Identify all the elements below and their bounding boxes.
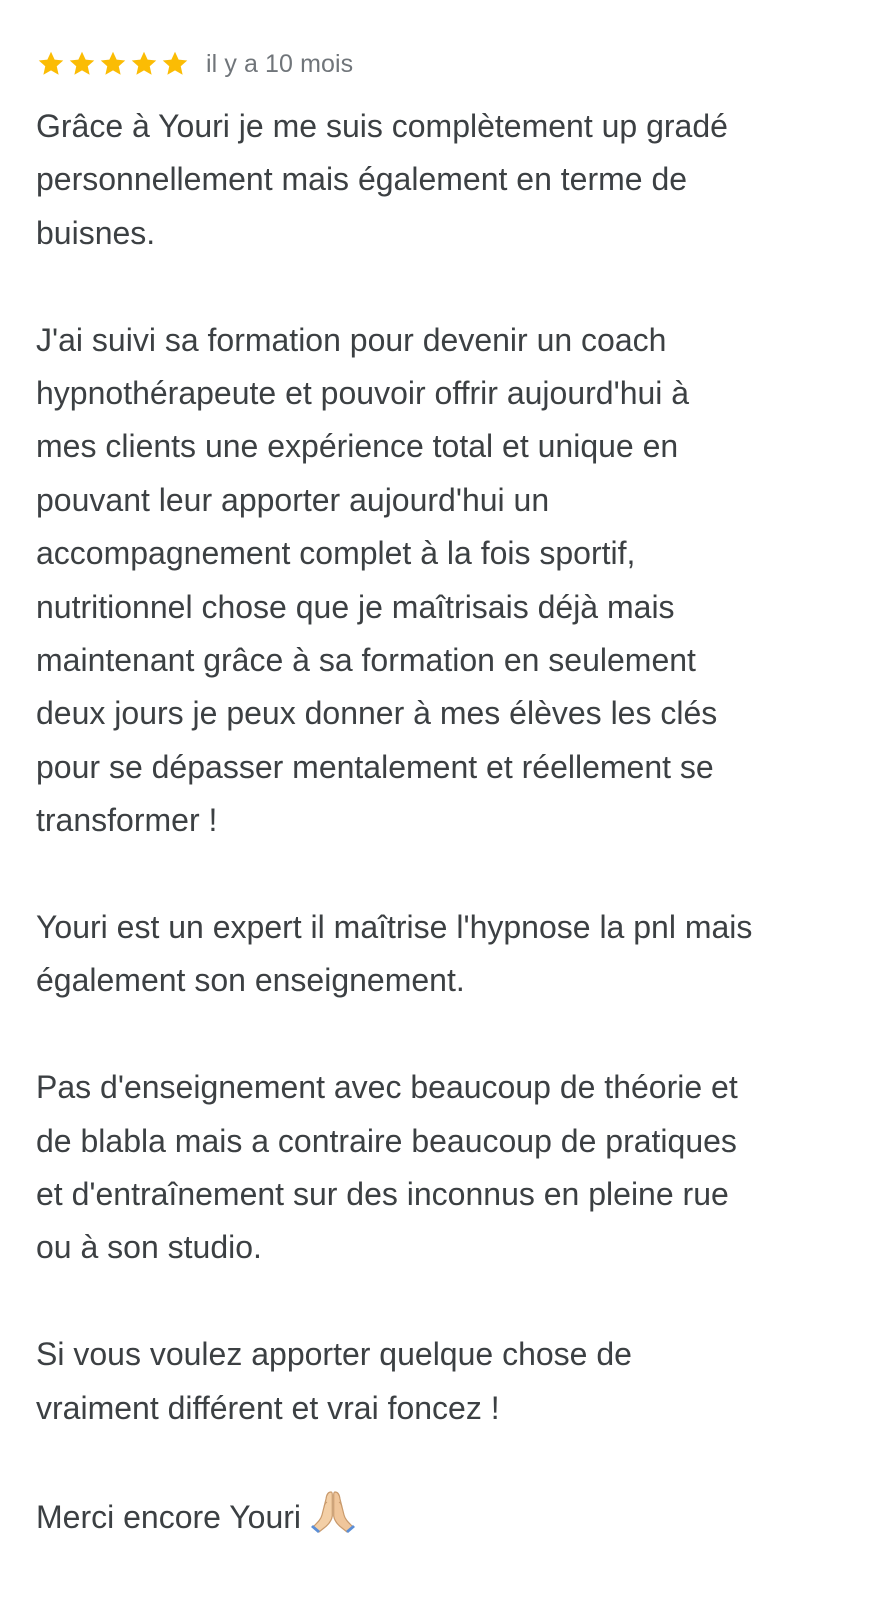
- review-line: pouvant leur apporter aujourd'hui un: [36, 481, 550, 518]
- review-text: [36, 100, 866, 1545]
- folded-hands-icon: [309, 1488, 357, 1534]
- review-line: Merci encore Youri: [36, 1499, 302, 1536]
- review-paragraph: [36, 901, 866, 1008]
- review-line: également son enseignement.: [36, 962, 465, 999]
- review-line: nutritionnel chose que je maîtrisais déjà mais: [36, 588, 675, 625]
- review-paragraph: [36, 1061, 866, 1275]
- review-paragraph: [36, 314, 866, 848]
- review-paragraph: [36, 1328, 866, 1435]
- star-icon: [129, 49, 159, 79]
- review-line: accompagnement complet à la fois sportif,: [36, 535, 636, 572]
- review-paragraph: [36, 1488, 866, 1544]
- review-line: ou à son studio.: [36, 1229, 262, 1266]
- review-line: Youri est un expert il maîtrise l'hypnose la pnl mais: [36, 909, 753, 946]
- review-line: et d'entraînement sur des inconnus en pleine rue: [36, 1176, 729, 1213]
- review-line: hypnothérapeute et pouvoir offrir aujourd'hui à: [36, 375, 690, 412]
- review-closing-line: [36, 1488, 866, 1544]
- review-line: buisnes.: [36, 214, 156, 251]
- review-line: Pas d'enseignement avec beaucoup de théorie et: [36, 1069, 738, 1106]
- review-timestamp: il y a 10 mois: [206, 49, 354, 78]
- review-line: deux jours je peux donner à mes élèves les clés: [36, 695, 718, 732]
- star-icon: [36, 49, 66, 79]
- review-line: mes clients une expérience total et unique en: [36, 428, 679, 465]
- review-line: J'ai suivi sa formation pour devenir un coach: [36, 321, 667, 358]
- review-line: maintenant grâce à sa formation en seulement: [36, 642, 696, 679]
- review-card: [36, 46, 866, 1545]
- review-line: transformer !: [36, 802, 218, 839]
- star-rating: [36, 49, 190, 79]
- review-header: [36, 46, 866, 82]
- star-icon: [67, 49, 97, 79]
- review-line: Si vous voulez apporter quelque chose de: [36, 1336, 632, 1373]
- review-paragraph: [36, 100, 866, 260]
- star-icon: [98, 49, 128, 79]
- star-icon: [160, 49, 190, 79]
- review-line: de blabla mais a contraire beaucoup de pratiques: [36, 1122, 737, 1159]
- review-line: personnellement mais également en terme de: [36, 161, 688, 198]
- review-line: vraiment différent et vrai foncez !: [36, 1389, 500, 1426]
- review-line: Grâce à Youri je me suis complètement up gradé: [36, 108, 728, 144]
- review-line: pour se dépasser mentalement et réellement se: [36, 748, 714, 785]
